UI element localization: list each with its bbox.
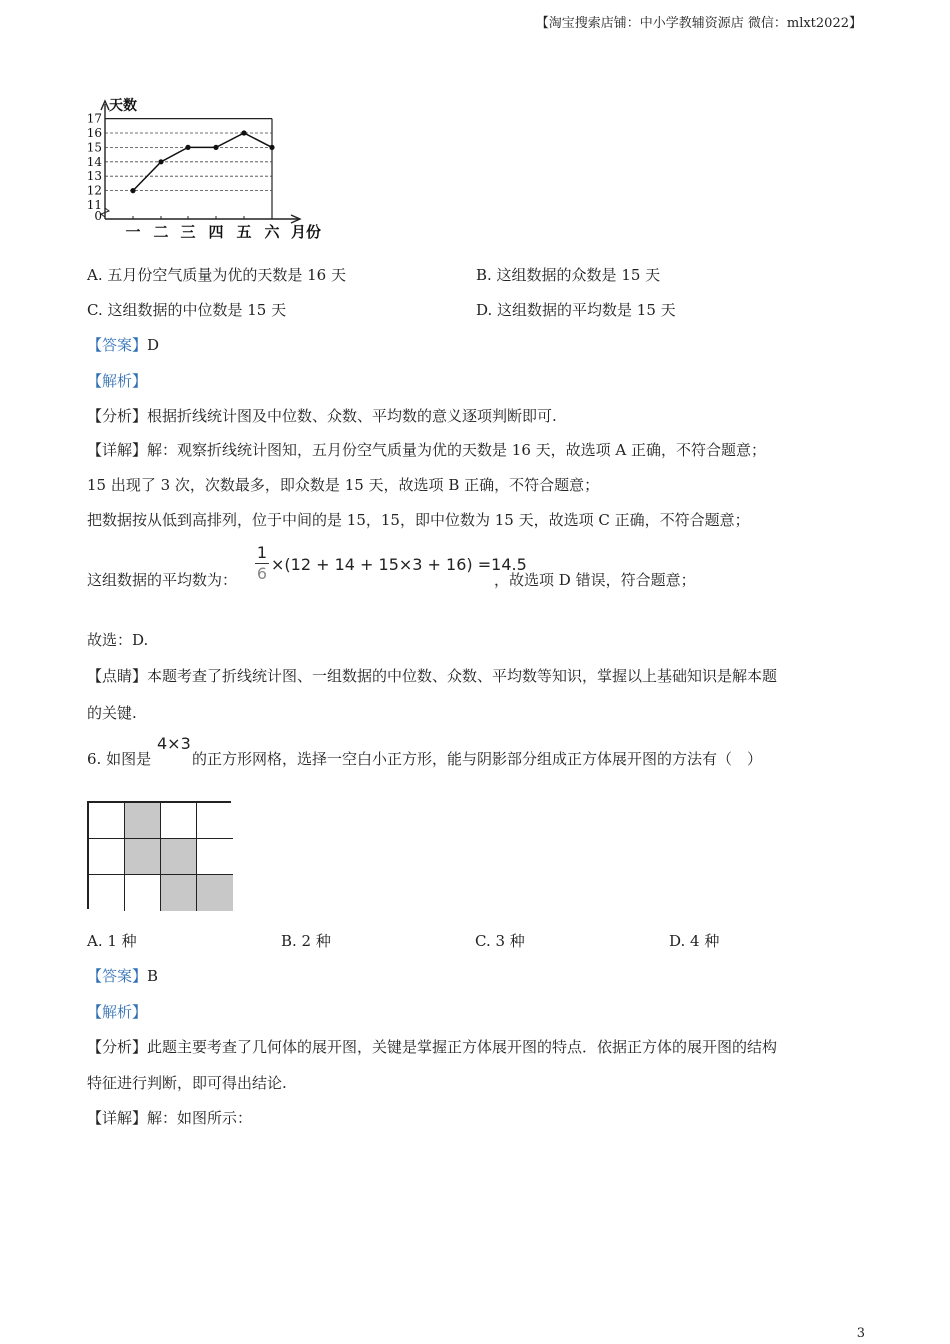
q6-fenxi-2: 特征进行判断，即可得出结论. [87,1074,287,1092]
q6-option-d: D. 4 种 [669,932,720,950]
q6-option-b: B. 2 种 [281,932,331,950]
q5-fenxi: 【分析】根据折线统计图及中位数、众数、平均数的意义逐项判断即可. [87,407,557,425]
fraction-numerator: 1 [256,543,268,562]
answer-tag: 【答案】 [87,336,148,354]
grid-cell-shaded [197,875,233,911]
y-tick-label: 15 [86,140,102,155]
data-point [269,145,274,150]
data-point [185,145,190,150]
grid-cell-shaded [125,803,161,839]
q5-detail-4-pre: 这组数据的平均数为： [87,571,238,589]
grid-cell-blank [197,839,233,875]
q5-answer [87,335,159,355]
q5-detail-3: 把数据按从低到高排列，位于中间的是 15，15，即中位数为 15 天，故选项 C 正确，不符合题意； [87,511,750,529]
q6-fenxi-1: 【分析】此题主要考查了几何体的展开图，关键是掌握正方体展开图的特点．依据正方体的展开图的结构 [87,1038,778,1056]
x-tick-label: 二 [153,223,169,241]
y-tick-label: 13 [86,169,102,184]
q6-option-a: A. 1 种 [87,932,137,950]
y-tick-label: 16 [86,126,102,140]
y-tick-label: 12 [86,183,102,198]
mean-formula: ×(12 + 14 + 15×3 + 16) =14.5 [271,555,527,574]
q5-dianjing-2: 的关键. [87,704,137,722]
q5-detail-2: 15 出现了 3 次，次数最多，即众数是 15 天，故选项 B 正确，不符合题意； [87,476,600,494]
fraction-denominator: 6 [256,564,268,583]
y-tick-label: 17 [86,111,102,126]
answer-value: B [147,967,159,985]
page-number: 3 [856,1326,865,1341]
q6-answer [87,966,158,986]
grid-cell-shaded [125,839,161,875]
q6-stem-pre: 6. 如图是 [87,750,152,768]
fraction [255,543,269,584]
q6-stem-post: 的正方形网格，选择一空白小正方形，能与阴影部分组成正方体展开图的方法有（ ） [192,750,763,768]
y-tick-label: 0 [94,209,102,223]
x-tick-label: 三 [180,223,196,241]
y-axis-label: 天数 [109,98,137,114]
data-point [213,145,218,150]
page-header: 【淘宝搜索店铺：中小学教辅资源店 微信：mlxt2022】 [535,16,862,31]
q5-option-a: A. 五月份空气质量为优的天数是 16 天 [87,266,346,284]
q5-choose: 故选：D. [87,631,149,649]
q6-analysis-tag: 【解析】 [87,1003,148,1021]
answer-value: D [147,336,160,354]
data-point [130,188,135,193]
x-tick-label: 六 [264,223,280,241]
q5-analysis-tag: 【解析】 [87,372,148,390]
x-tick-label: 一 [125,223,141,241]
answer-tag: 【答案】 [87,967,148,985]
grid-cell-blank [197,803,233,839]
grid-cell-shaded [161,839,197,875]
grid-cell-blank [125,875,161,911]
q5-detail-4-post: ，故选项 D 错误，符合题意； [494,571,696,589]
grid-cell-blank [161,803,197,839]
x-tick-label: 四 [208,223,224,241]
q6-option-c: C. 3 种 [475,932,525,950]
x-axis-label: 月份 [291,223,322,241]
grid-cell-blank [89,875,125,911]
line-chart [85,92,330,244]
q6-stem-math: 4×3 [157,734,191,753]
q5-dianjing-1: 【点睛】本题考查了折线统计图、一组数据的中位数、众数、平均数等知识，掌握以上基础知识是解本题 [87,667,778,685]
q5-option-b: B. 这组数据的众数是 15 天 [476,266,661,284]
q6-detail: 【详解】解：如图所示： [87,1109,253,1127]
y-tick-label: 11 [86,198,102,212]
grid-cell-blank [89,803,125,839]
grid-cell-shaded [161,875,197,911]
data-point [241,130,246,135]
q5-option-c: C. 这组数据的中位数是 15 天 [87,301,287,319]
q5-option-d: D. 这组数据的平均数是 15 天 [476,301,676,319]
y-tick-label: 14 [86,154,102,169]
q5-detail-1: 【详解】解：观察折线统计图知，五月份空气质量为优的天数是 16 天，故选项 A 正确，不符合题意； [87,441,766,459]
grid-cell-blank [89,839,125,875]
data-point [158,159,163,164]
square-grid [87,801,231,909]
x-tick-label: 五 [236,223,252,241]
